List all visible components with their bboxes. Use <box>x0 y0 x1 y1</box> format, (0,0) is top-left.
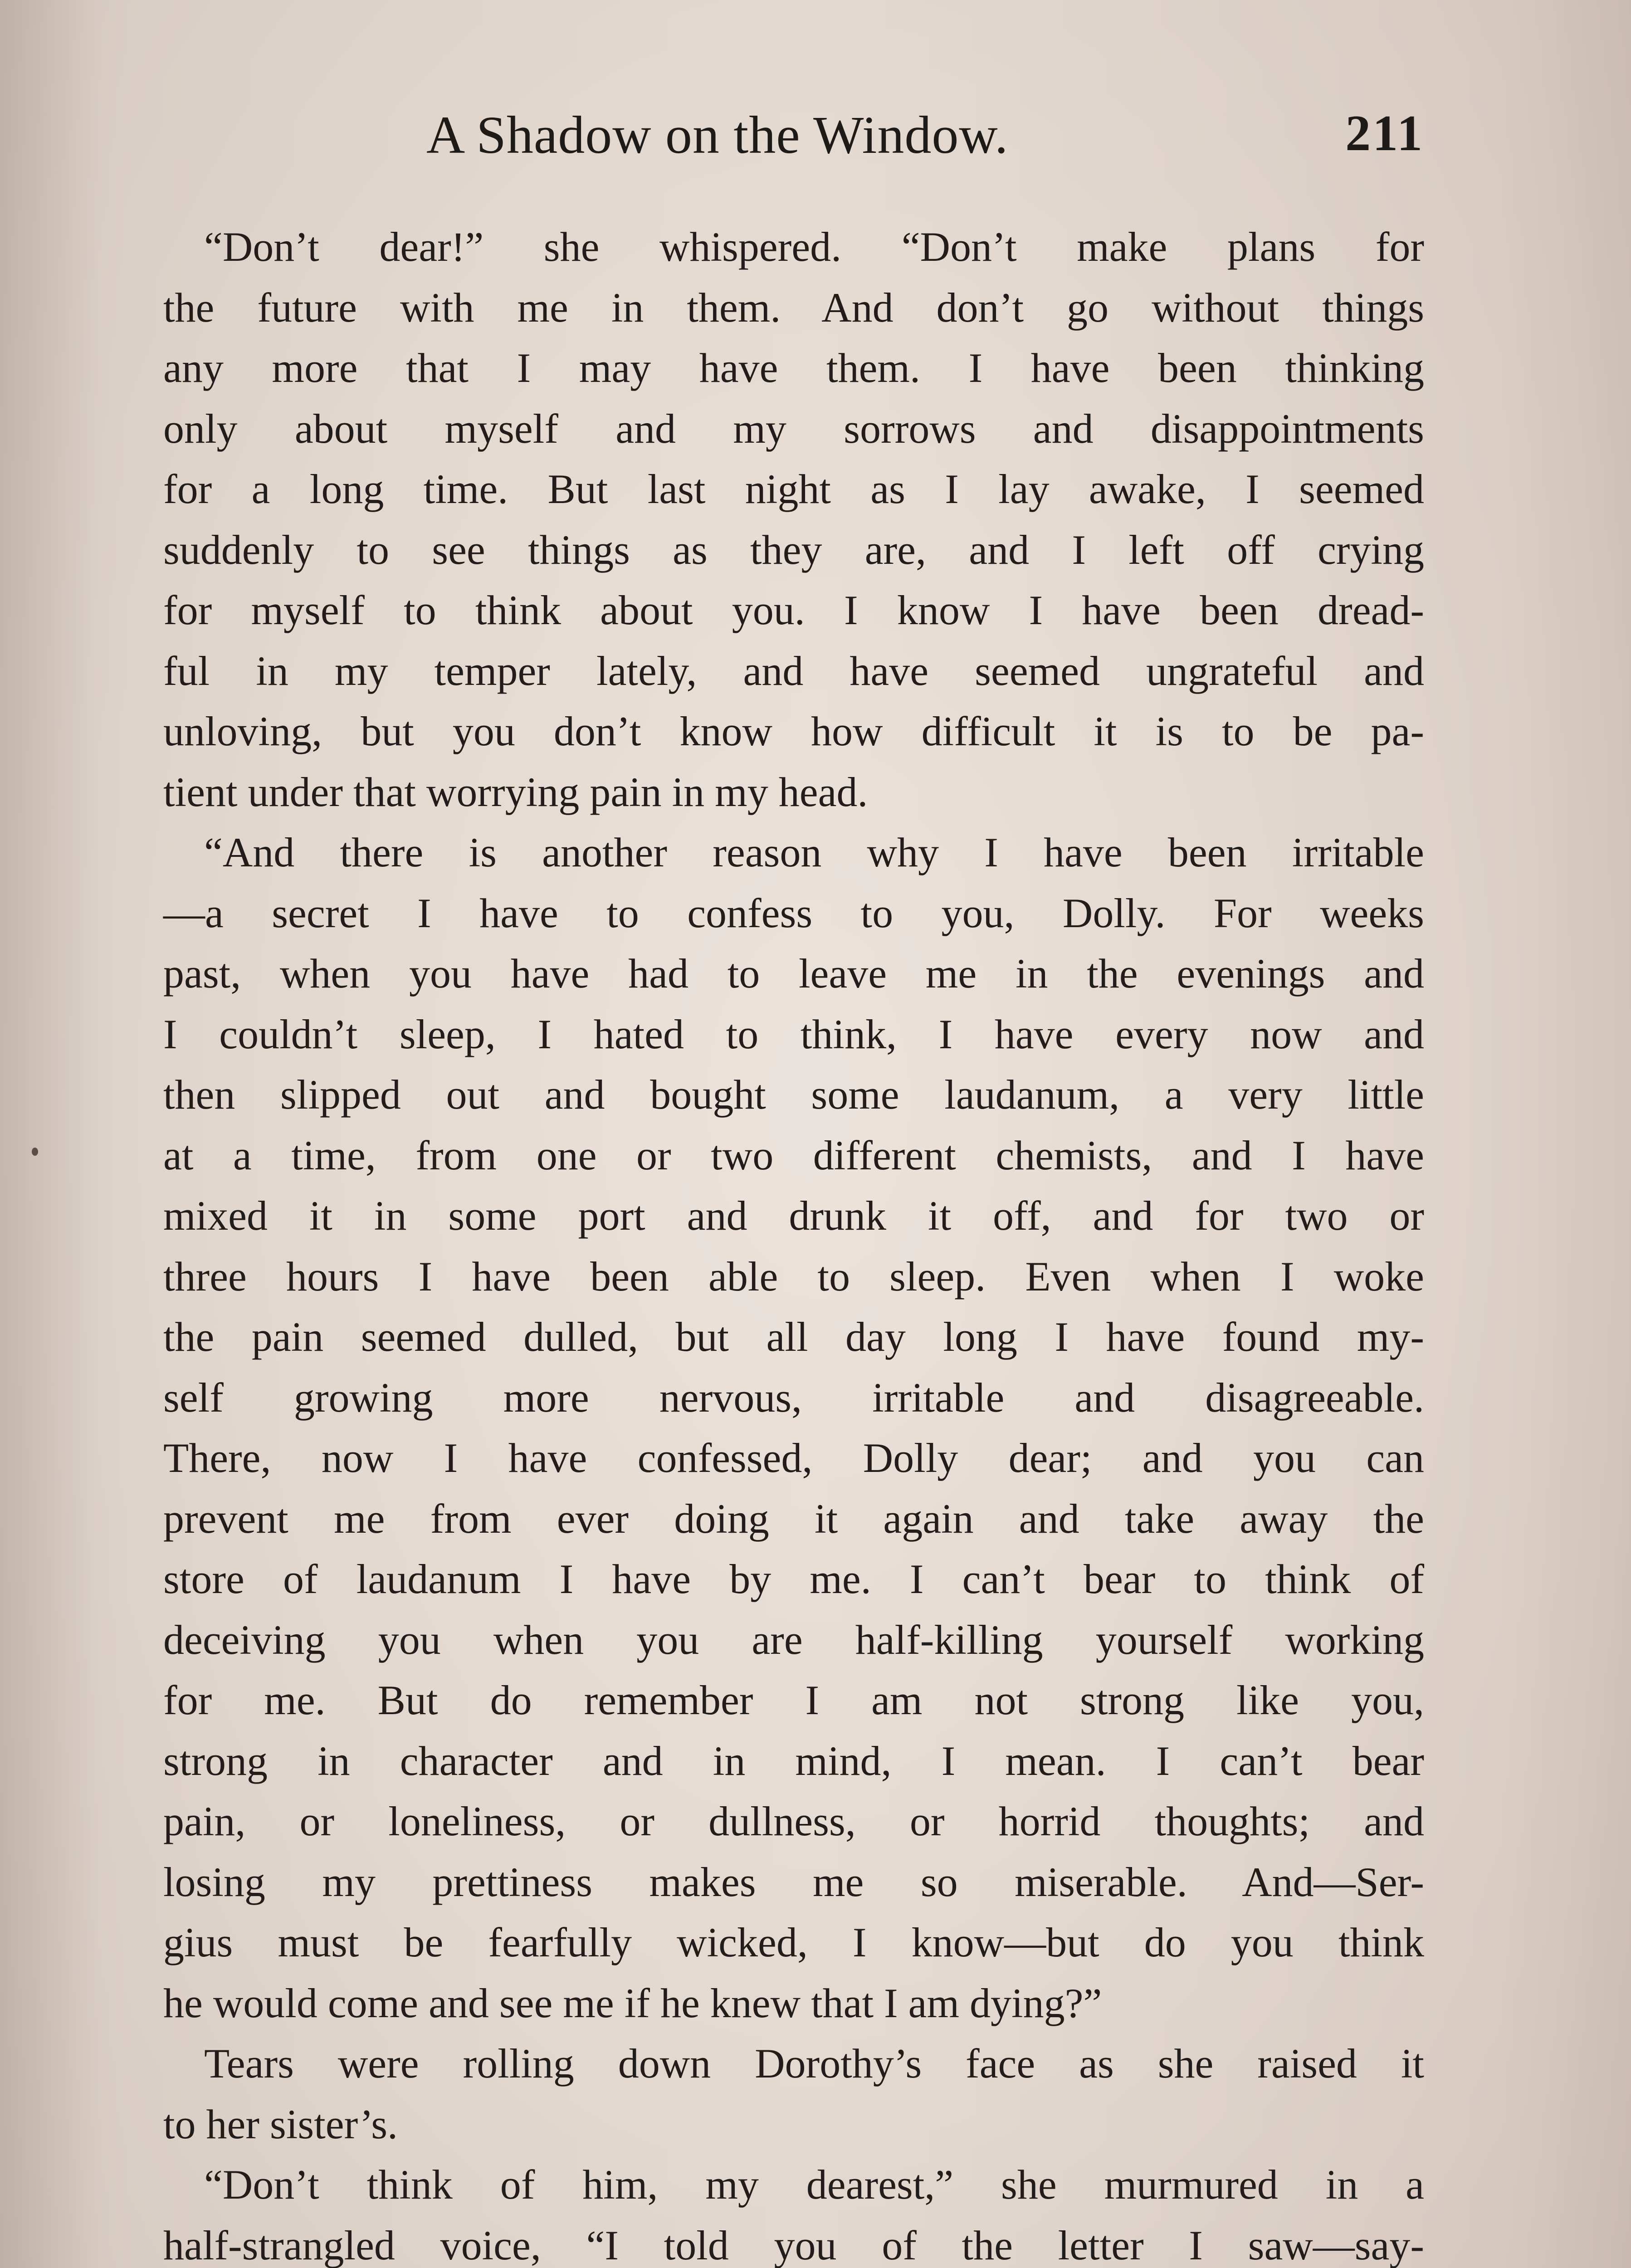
text-line: past, when you have had to leave me in the evenings and <box>163 950 1424 997</box>
text-line: pain, or loneliness, or dullness, or horrid thoughts; and <box>163 1798 1424 1844</box>
page-shadow <box>0 0 100 2268</box>
text-line: half-strangled voice, “I told you of the letter I saw—say- <box>163 2222 1424 2268</box>
running-title: A Shadow on the Window. <box>426 105 1009 165</box>
text-line: for a long time. But last night as I lay awake, I seemed <box>163 466 1424 512</box>
text-line: gius must be fearfully wicked, I know—but do you think <box>163 1919 1424 1965</box>
text-line: he would come and see me if he knew that I am dying?” <box>163 1980 1102 2026</box>
text-line: unloving, but you don’t know how difficult it is to be pa- <box>163 708 1424 754</box>
text-line: “Don’t think of him, my dearest,” she murmured in a <box>204 2161 1424 2208</box>
text-line: tient under that worrying pain in my head. <box>163 768 868 815</box>
text-line: “And there is another reason why I have been irritable <box>204 829 1424 875</box>
text-line: to her sister’s. <box>163 2101 398 2147</box>
text-line: Tears were rolling down Dorothy’s face as she raised it <box>204 2040 1424 2087</box>
text-line: There, now I have confessed, Dolly dear; and you can <box>163 1435 1424 1481</box>
text-line: deceiving you when you are half-killing yourself working <box>163 1616 1424 1663</box>
text-line: for me. But do remember I am not strong like you, <box>163 1677 1424 1723</box>
text-line: ful in my temper lately, and have seemed ungrateful and <box>163 647 1424 694</box>
text-line: suddenly to see things as they are, and I left off crying <box>163 526 1424 573</box>
text-line: I couldn’t sleep, I hated to think, I have every now and <box>163 1011 1424 1057</box>
text-line: mixed it in some port and drunk it off, and for two or <box>163 1193 1424 1239</box>
text-line: losing my prettiness makes me so miserable. And—Ser- <box>163 1858 1424 1905</box>
text-line: strong in character and in mind, I mean. I can’t bear <box>163 1737 1424 1784</box>
text-line: only about myself and my sorrows and disappointments <box>163 405 1424 452</box>
text-line: the pain seemed dulled, but all day long I have found my- <box>163 1314 1424 1360</box>
page-number: 211 <box>1345 105 1424 161</box>
text-line: —a secret I have to confess to you, Dolly. For weeks <box>163 890 1424 936</box>
text-line: then slipped out and bought some laudanum, a very little <box>163 1071 1424 1118</box>
text-line: prevent me from ever doing it again and take away the <box>163 1495 1424 1542</box>
text-line: “Don’t dear!” she whispered. “Don’t make plans for <box>204 224 1424 270</box>
body-text <box>163 217 1424 2268</box>
text-line: self growing more nervous, irritable and disagreeable. <box>163 1374 1424 1421</box>
text-line: at a time, from one or two different chemists, and I have <box>163 1132 1424 1178</box>
text-line: three hours I have been able to sleep. Even when I woke <box>163 1253 1424 1300</box>
text-line: for myself to think about you. I know I have been dread- <box>163 587 1424 633</box>
page-header <box>163 104 1424 181</box>
text-line: store of laudanum I have by me. I can’t bear to think of <box>163 1556 1424 1602</box>
ink-speck <box>32 1148 38 1156</box>
text-line: any more that I may have them. I have been thinking <box>163 345 1424 391</box>
text-line: the future with me in them. And don’t go without things <box>163 284 1424 331</box>
